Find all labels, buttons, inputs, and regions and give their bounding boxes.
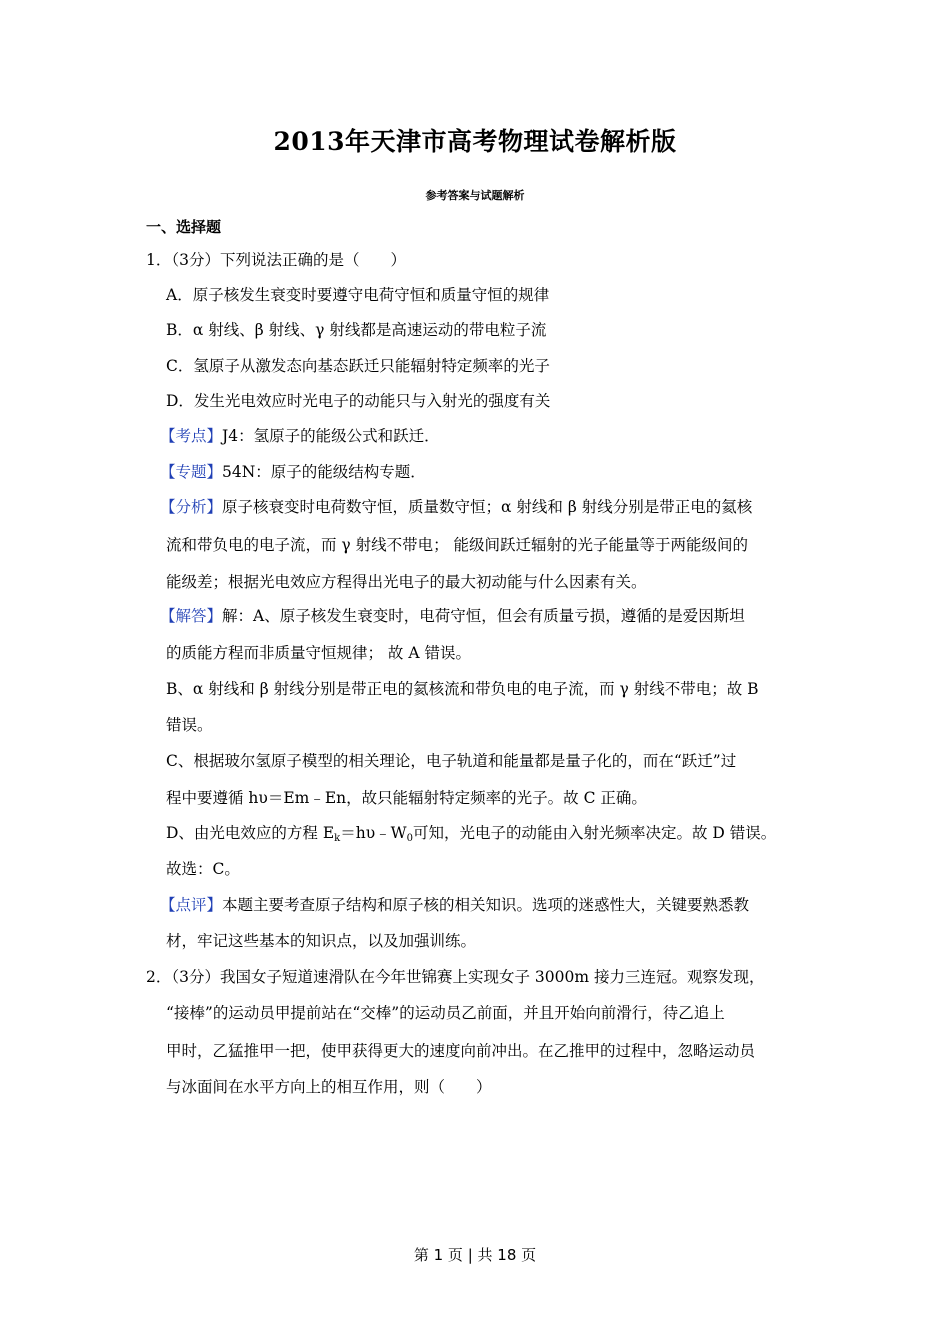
q1-stem: 1．（3分）下列说法正确的是（ ） [146,251,406,269]
jieda-line-1: 解：A、原子核发生衰变时，电荷守恒，但会有质量亏损，遵循的是爱因斯坦 [222,607,745,625]
q1-dianping [160,895,749,915]
zhuanti-tag: 【专题】 [160,463,223,481]
subscript-0: 0 [406,833,413,844]
page-footer: 第 1 页 | 共 18 页 [413,1246,537,1264]
q1-option-b: B．α 射线、β 射线、γ 射线都是高速运动的带电粒子流 [166,321,547,339]
jieda-tag: 【解答】 [160,607,223,625]
page-subtitle: 参考答案与试题解析 [425,189,525,202]
d-line-part-b: ＝hυ﹣W [340,824,407,842]
jieda-line-3: B、α 射线和 β 射线分别是带正电的氦核流和带负电的电子流，而 γ 射线不带电；故 B [166,680,759,698]
dianping-line-2: 材，牢记这些基本的知识点，以及加强训练。 [166,932,477,950]
section-heading: 一、选择题 [146,218,222,236]
q1-jieda [160,606,745,626]
fenxi-tag: 【分析】 [160,498,223,516]
fenxi-line-2: 流和带负电的电子流，而 γ 射线不带电； 能级间跃迁辐射的光子能量等于两能级间的 [166,536,749,554]
page-title: 2013年天津市高考物理试卷解析版 [273,127,677,156]
jieda-line-2: 的质能方程而非质量守恒规律； 故 A 错误。 [166,644,471,662]
jieda-line-6: 程中要遵循 hυ＝Em﹣En，故只能辐射特定频率的光子。故 C 正确。 [166,789,647,807]
dianping-tag: 【点评】 [160,896,223,914]
d-line-part-c: 可知，光电子的动能由入射光频率决定。故 D 错误。 [412,824,777,842]
kaodian-text: J4：氢原子的能级公式和跃迁． [222,427,440,445]
q1-zhuanti [160,462,426,482]
subscript-k: k [334,833,341,844]
kaodian-tag: 【考点】 [160,427,223,445]
jieda-line-4: 错误。 [166,716,213,734]
zhuanti-text: 54N：原子的能级结构专题． [222,463,426,481]
jieda-line-d [166,823,776,843]
q2-line-2: “接棒”的运动员甲提前站在“交棒”的运动员乙前面，并且开始向前滑行，待乙追上 [166,1004,725,1022]
jieda-line-5: C、根据玻尔氢原子模型的相关理论，电子轨道和能量都是量子化的，而在“跃迁”过 [166,752,737,770]
q1-answer: 故选：C。 [166,860,240,878]
fenxi-line-1: 原子核衰变时电荷数守恒，质量数守恒；α 射线和 β 射线分别是带正电的氦核 [222,498,753,516]
q2-line-1: 2．（3分）我国女子短道速滑队在今年世锦赛上实现女子 3000m 接力三连冠。观察发现， [146,968,765,986]
q2-line-4: 与冰面间在水平方向上的相互作用，则（ ） [166,1078,492,1096]
fenxi-line-3: 能级差；根据光电效应方程得出光电子的最大初动能与什么因素有关。 [166,573,647,591]
q1-option-c: C．氢原子从激发态向基态跃迁只能辐射特定频率的光子 [166,357,550,375]
q2-line-3: 甲时，乙猛推甲一把，使甲获得更大的速度向前冲出。在乙推甲的过程中，忽略运动员 [166,1042,756,1060]
dianping-line-1: 本题主要考查原子结构和原子核的相关知识。选项的迷惑性大，关键要熟悉教 [222,896,750,914]
q1-option-d: D．发生光电效应时光电子的动能只与入射光的强度有关 [166,392,551,410]
q1-kaodian [160,426,440,446]
d-line-part-a: D、由光电效应的方程 E [166,824,335,842]
q1-fenxi [160,497,752,517]
q1-option-a: A．原子核发生衰变时要遵守电荷守恒和质量守恒的规律 [166,286,550,304]
